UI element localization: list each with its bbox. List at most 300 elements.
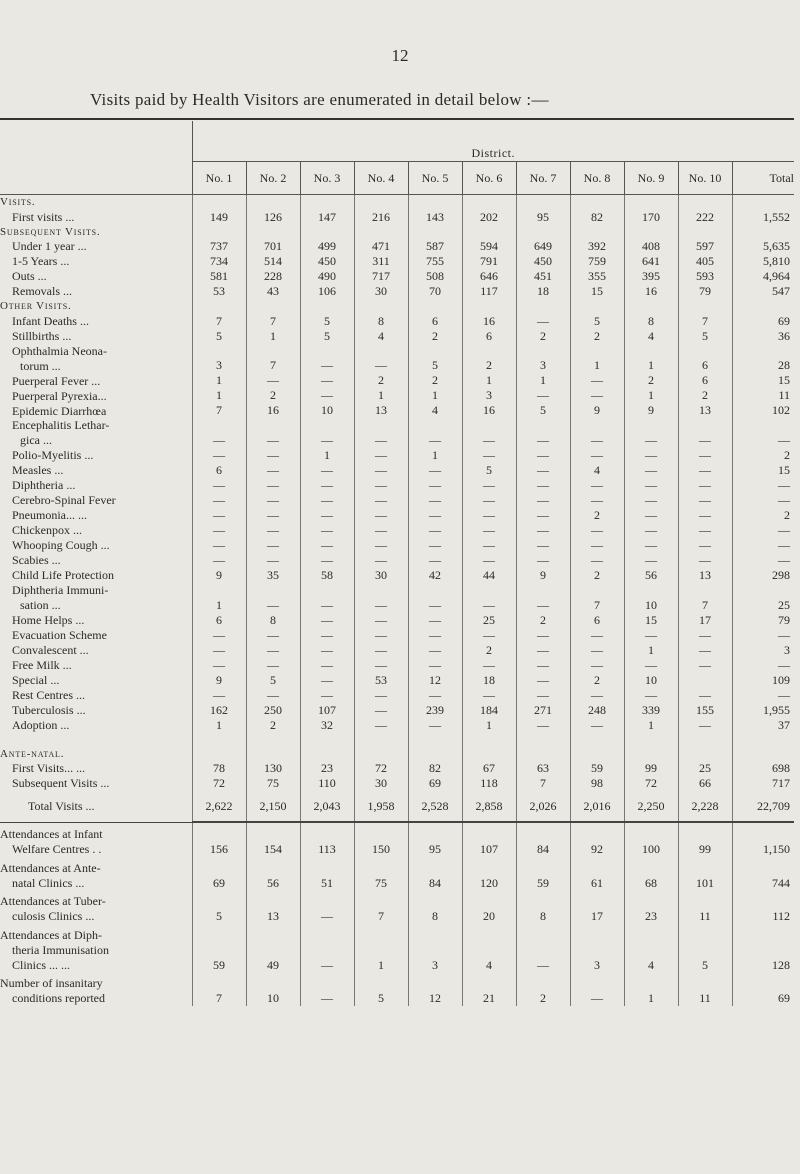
value-cell: 32 — [300, 718, 354, 733]
value-cell — [246, 733, 300, 747]
value-cell: — — [192, 508, 246, 523]
attendance-row — [0, 842, 794, 857]
table-row — [0, 628, 794, 643]
value-cell: — — [408, 718, 462, 733]
value-cell: — — [408, 523, 462, 538]
row-label: Polio-Myelitis ... — [12, 448, 94, 463]
value-cell: — — [516, 463, 570, 478]
value-cell: 25 — [462, 613, 516, 628]
value-cell: 16 — [462, 314, 516, 329]
total-cell: — — [732, 523, 794, 538]
value-cell: — — [516, 448, 570, 463]
value-cell: 2,016 — [570, 791, 624, 822]
column-header-district: No. 7 — [516, 162, 570, 195]
value-cell: — — [408, 538, 462, 553]
value-cell — [678, 747, 732, 762]
value-cell: — — [570, 658, 624, 673]
value-cell: 72 — [192, 776, 246, 791]
value-cell — [462, 299, 516, 314]
value-cell: 450 — [516, 254, 570, 269]
row-label: Scabies ... — [12, 553, 61, 568]
total-cell — [732, 822, 794, 842]
value-cell: — — [300, 508, 354, 523]
total-cell: 547 — [732, 284, 794, 299]
value-cell — [246, 924, 300, 943]
value-cell — [570, 299, 624, 314]
value-cell: — — [678, 658, 732, 673]
attendance-row — [0, 958, 794, 973]
value-cell: 6 — [570, 613, 624, 628]
value-cell: 1 — [192, 388, 246, 403]
value-cell: — — [408, 433, 462, 448]
value-cell: 110 — [300, 776, 354, 791]
row-label: Adoption ... — [12, 717, 70, 732]
value-cell: 1 — [624, 643, 678, 658]
value-cell: — — [462, 493, 516, 508]
value-cell: — — [192, 538, 246, 553]
value-cell — [462, 583, 516, 598]
value-cell: 143 — [408, 210, 462, 225]
row-label: Diphtheria Immuni- — [12, 582, 109, 597]
value-cell: 155 — [678, 703, 732, 718]
value-cell: 2 — [516, 613, 570, 628]
value-cell: 150 — [354, 842, 408, 857]
value-cell: — — [246, 478, 300, 493]
value-cell: — — [354, 553, 408, 568]
value-cell: — — [354, 538, 408, 553]
total-cell — [732, 418, 794, 433]
value-cell: — — [408, 628, 462, 643]
value-cell: — — [516, 688, 570, 703]
value-cell: — — [354, 493, 408, 508]
value-cell — [408, 943, 462, 958]
page-heading: Visits paid by Health Visitors are enumerated in detail below :— — [90, 90, 549, 109]
table-corner — [0, 121, 192, 195]
value-cell: — — [300, 643, 354, 658]
value-cell: 6 — [462, 329, 516, 344]
table-row — [0, 478, 794, 493]
row-label: Convalescent ... — [12, 642, 89, 657]
value-cell: 84 — [408, 876, 462, 891]
total-cell: 1,552 — [732, 210, 794, 225]
total-cell: 1,150 — [732, 842, 794, 857]
value-cell — [354, 857, 408, 876]
total-cell: 1,955 — [732, 703, 794, 718]
total-cell: 5,635 — [732, 239, 794, 254]
value-cell — [408, 195, 462, 210]
row-label: 1-5 Years ... — [12, 254, 70, 269]
value-cell: 53 — [192, 284, 246, 299]
value-cell: — — [462, 523, 516, 538]
value-cell: 239 — [408, 703, 462, 718]
value-cell: 1 — [354, 958, 408, 973]
value-cell — [246, 344, 300, 359]
value-cell: 75 — [246, 776, 300, 791]
value-cell: 30 — [354, 284, 408, 299]
table-row — [0, 703, 794, 718]
value-cell — [354, 972, 408, 991]
value-cell: 5 — [408, 358, 462, 373]
value-cell: 99 — [678, 842, 732, 857]
value-cell — [570, 924, 624, 943]
value-cell: — — [246, 598, 300, 613]
value-cell: 339 — [624, 703, 678, 718]
value-cell: 30 — [354, 776, 408, 791]
attendance-row — [0, 822, 794, 842]
value-cell: — — [408, 688, 462, 703]
total-cell: — — [732, 433, 794, 448]
value-cell: — — [300, 688, 354, 703]
value-cell: — — [354, 448, 408, 463]
value-cell: — — [570, 718, 624, 733]
value-cell: 3 — [570, 958, 624, 973]
value-cell: — — [246, 688, 300, 703]
attendance-row — [0, 857, 794, 876]
value-cell — [246, 857, 300, 876]
row-label: Puerperal Pyrexia... — [12, 388, 107, 403]
column-header-district: No. 10 — [678, 162, 732, 195]
value-cell: — — [408, 598, 462, 613]
value-cell: — — [678, 718, 732, 733]
value-cell: 8 — [246, 613, 300, 628]
value-cell: 271 — [516, 703, 570, 718]
value-cell: — — [624, 523, 678, 538]
value-cell — [408, 822, 462, 842]
total-cell — [732, 890, 794, 909]
table-row — [0, 673, 794, 688]
value-cell: 5 — [246, 673, 300, 688]
value-cell: 2 — [246, 388, 300, 403]
value-cell: 23 — [624, 909, 678, 924]
value-cell: — — [624, 478, 678, 493]
value-cell: 7 — [192, 403, 246, 418]
value-cell: 9 — [570, 403, 624, 418]
top-rule — [0, 118, 794, 120]
total-cell: — — [732, 478, 794, 493]
value-cell: — — [678, 643, 732, 658]
value-cell: 2,858 — [462, 791, 516, 822]
value-cell: — — [300, 493, 354, 508]
value-cell — [678, 673, 732, 688]
value-cell: 581 — [192, 269, 246, 284]
value-cell — [570, 418, 624, 433]
value-cell: 63 — [516, 761, 570, 776]
attendance-row — [0, 972, 794, 991]
value-cell: 2 — [570, 568, 624, 583]
value-cell: 2 — [516, 991, 570, 1006]
value-cell: 7 — [678, 598, 732, 613]
total-cell: 25 — [732, 598, 794, 613]
value-cell — [354, 747, 408, 762]
value-cell: 15 — [570, 284, 624, 299]
value-cell — [624, 857, 678, 876]
value-cell: — — [678, 523, 732, 538]
value-cell: 1 — [570, 358, 624, 373]
value-cell: — — [300, 523, 354, 538]
value-cell — [678, 733, 732, 747]
value-cell: — — [354, 598, 408, 613]
value-cell: 1 — [624, 718, 678, 733]
value-cell: 2,622 — [192, 791, 246, 822]
value-cell: 759 — [570, 254, 624, 269]
value-cell: — — [678, 538, 732, 553]
value-cell: 106 — [300, 284, 354, 299]
value-cell — [354, 195, 408, 210]
table-row — [0, 239, 794, 254]
value-cell: 130 — [246, 761, 300, 776]
value-cell: 248 — [570, 703, 624, 718]
value-cell — [408, 583, 462, 598]
value-cell: 10 — [300, 403, 354, 418]
value-cell: 69 — [192, 876, 246, 891]
table-row — [0, 314, 794, 329]
value-cell — [354, 822, 408, 842]
value-cell: 147 — [300, 210, 354, 225]
value-cell — [570, 972, 624, 991]
value-cell: — — [246, 523, 300, 538]
value-cell — [300, 747, 354, 762]
total-cell: 3 — [732, 643, 794, 658]
column-header-total: Total — [732, 162, 794, 195]
value-cell: 587 — [408, 239, 462, 254]
value-cell — [300, 890, 354, 909]
value-cell — [246, 747, 300, 762]
value-cell: — — [516, 523, 570, 538]
attendance-label: natal Clinics ... — [12, 875, 85, 890]
row-label: Puerperal Fever ... — [12, 373, 101, 388]
total-cell — [732, 924, 794, 943]
value-cell — [624, 943, 678, 958]
value-cell: 7 — [246, 358, 300, 373]
value-cell: — — [516, 673, 570, 688]
total-cell: 37 — [732, 718, 794, 733]
value-cell: — — [570, 628, 624, 643]
value-cell: 1 — [516, 373, 570, 388]
value-cell: 5 — [678, 329, 732, 344]
value-cell: — — [408, 613, 462, 628]
value-cell — [516, 583, 570, 598]
total-cell: 11 — [732, 388, 794, 403]
value-cell: 149 — [192, 210, 246, 225]
value-cell: — — [516, 478, 570, 493]
value-cell: 2,250 — [624, 791, 678, 822]
value-cell: 75 — [354, 876, 408, 891]
value-cell: — — [462, 598, 516, 613]
value-cell: — — [678, 553, 732, 568]
attendance-row — [0, 924, 794, 943]
value-cell — [408, 418, 462, 433]
value-cell — [678, 418, 732, 433]
value-cell: — — [246, 433, 300, 448]
value-cell: — — [624, 553, 678, 568]
value-cell: 2 — [462, 643, 516, 658]
value-cell: — — [462, 508, 516, 523]
value-cell: — — [462, 553, 516, 568]
value-cell: 13 — [246, 909, 300, 924]
table-row — [0, 658, 794, 673]
value-cell: 1 — [624, 991, 678, 1006]
value-cell: 1 — [192, 718, 246, 733]
total-cell: 102 — [732, 403, 794, 418]
value-cell — [516, 225, 570, 240]
value-cell: — — [624, 538, 678, 553]
district-header: District. — [192, 121, 794, 162]
value-cell: 3 — [516, 358, 570, 373]
spacer-cell — [0, 733, 192, 747]
value-cell: 13 — [678, 403, 732, 418]
value-cell — [570, 943, 624, 958]
row-label: Stillbirths ... — [12, 328, 72, 343]
value-cell: 5 — [678, 958, 732, 973]
value-cell: 1 — [192, 373, 246, 388]
attendance-label: Clinics ... ... — [12, 957, 71, 972]
value-cell: — — [624, 448, 678, 463]
value-cell: 126 — [246, 210, 300, 225]
value-cell — [624, 822, 678, 842]
value-cell — [246, 299, 300, 314]
value-cell: 2 — [516, 329, 570, 344]
row-label: sation ... — [20, 597, 61, 612]
value-cell — [462, 972, 516, 991]
value-cell: 92 — [570, 842, 624, 857]
value-cell: — — [516, 658, 570, 673]
table-row — [0, 210, 794, 225]
value-cell: — — [624, 508, 678, 523]
value-cell — [516, 418, 570, 433]
value-cell: 42 — [408, 568, 462, 583]
value-cell: 7 — [516, 776, 570, 791]
row-label: Infant Deaths ... — [12, 313, 89, 328]
value-cell: — — [516, 433, 570, 448]
section-label: Other Visits. — [0, 300, 72, 313]
value-cell: — — [246, 463, 300, 478]
value-cell: — — [678, 448, 732, 463]
total-cell: 69 — [732, 991, 794, 1006]
value-cell: 392 — [570, 239, 624, 254]
value-cell: — — [300, 628, 354, 643]
value-cell: — — [408, 508, 462, 523]
value-cell: 12 — [408, 991, 462, 1006]
value-cell — [570, 890, 624, 909]
value-cell: — — [354, 703, 408, 718]
total-cell: 36 — [732, 329, 794, 344]
row-label: Total Visits ... — [0, 791, 192, 822]
total-cell: — — [732, 658, 794, 673]
value-cell — [354, 225, 408, 240]
value-cell: 7 — [354, 909, 408, 924]
table-row — [0, 358, 794, 373]
value-cell: 101 — [678, 876, 732, 891]
attendance-label: Welfare Centres . . — [12, 841, 102, 856]
value-cell: 408 — [624, 239, 678, 254]
value-cell: 5 — [570, 314, 624, 329]
value-cell: 30 — [354, 568, 408, 583]
value-cell — [624, 344, 678, 359]
value-cell — [300, 972, 354, 991]
value-cell: 59 — [192, 958, 246, 973]
value-cell — [678, 299, 732, 314]
value-cell: 113 — [300, 842, 354, 857]
value-cell: — — [570, 538, 624, 553]
value-cell: 9 — [192, 673, 246, 688]
value-cell: 490 — [300, 269, 354, 284]
value-cell: 184 — [462, 703, 516, 718]
value-cell: — — [516, 718, 570, 733]
table-row — [0, 508, 794, 523]
attendance-row — [0, 890, 794, 909]
value-cell: 18 — [462, 673, 516, 688]
value-cell: 9 — [624, 403, 678, 418]
value-cell: — — [408, 493, 462, 508]
row-label: Epidemic Diarrhœa — [12, 403, 107, 418]
table-row — [0, 448, 794, 463]
value-cell — [624, 733, 678, 747]
row-label: Tuberculosis ... — [12, 702, 86, 717]
value-cell: 35 — [246, 568, 300, 583]
value-cell — [408, 747, 462, 762]
value-cell: — — [462, 448, 516, 463]
value-cell: 5 — [462, 463, 516, 478]
value-cell: — — [570, 553, 624, 568]
value-cell — [300, 344, 354, 359]
row-label: Pneumonia... ... — [12, 508, 87, 523]
value-cell: 70 — [408, 284, 462, 299]
value-cell: 2 — [570, 329, 624, 344]
value-cell: 4 — [408, 403, 462, 418]
value-cell: — — [408, 643, 462, 658]
value-cell — [462, 418, 516, 433]
value-cell: 49 — [246, 958, 300, 973]
value-cell: 7 — [192, 314, 246, 329]
value-cell: 5 — [192, 329, 246, 344]
value-cell: — — [354, 688, 408, 703]
value-cell — [300, 299, 354, 314]
row-label: Rest Centres ... — [12, 687, 85, 702]
section-label: Visits. — [0, 196, 36, 208]
value-cell: 4 — [354, 329, 408, 344]
value-cell — [192, 943, 246, 958]
value-cell: 2 — [408, 329, 462, 344]
value-cell: 99 — [624, 761, 678, 776]
column-header-district: No. 5 — [408, 162, 462, 195]
value-cell: 68 — [624, 876, 678, 891]
value-cell: 202 — [462, 210, 516, 225]
value-cell: 10 — [624, 598, 678, 613]
value-cell — [624, 225, 678, 240]
value-cell: — — [192, 478, 246, 493]
value-cell: — — [678, 628, 732, 643]
value-cell: — — [462, 658, 516, 673]
section-row — [0, 747, 794, 762]
value-cell: — — [300, 478, 354, 493]
value-cell: 7 — [192, 991, 246, 1006]
attendance-row — [0, 876, 794, 891]
value-cell: 95 — [408, 842, 462, 857]
value-cell: 2 — [570, 508, 624, 523]
value-cell: 1 — [624, 358, 678, 373]
table-row — [0, 388, 794, 403]
value-cell — [462, 857, 516, 876]
value-cell: — — [570, 373, 624, 388]
row-label: Outs ... — [12, 269, 47, 284]
value-cell — [300, 225, 354, 240]
attendance-label: Attendances at Infant — [0, 826, 103, 841]
column-header-district: No. 8 — [570, 162, 624, 195]
value-cell: — — [462, 433, 516, 448]
value-cell: 1 — [408, 448, 462, 463]
value-cell: — — [678, 508, 732, 523]
value-cell: — — [570, 643, 624, 658]
